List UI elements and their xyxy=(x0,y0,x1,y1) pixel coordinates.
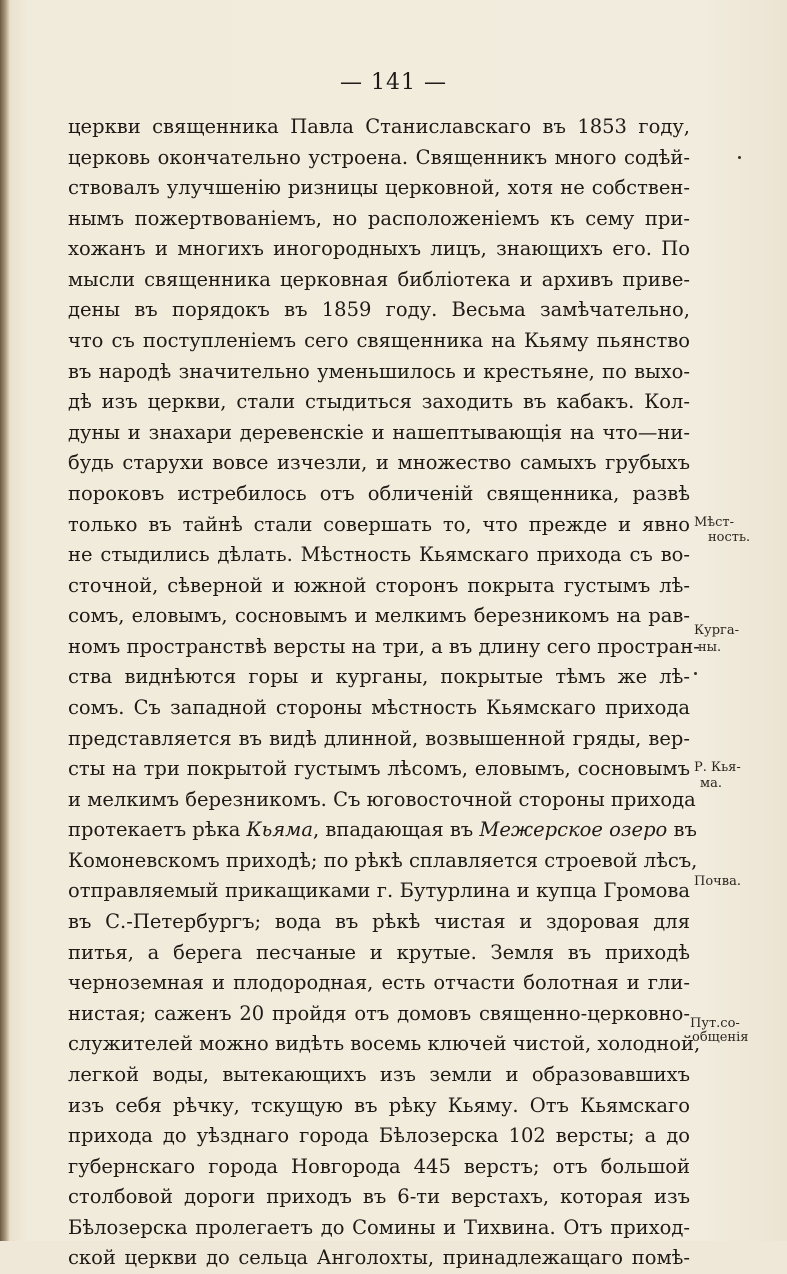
text-line: ской церкви до сельца Анголохты, принадлежащаго помѣ- xyxy=(68,1246,690,1270)
text-run: въ xyxy=(667,818,697,842)
text-line: представляется въ видѣ длинной, возвышенной гряды, вер- xyxy=(68,726,690,750)
river-name-italic: Кьяма xyxy=(246,818,313,842)
book-spine-shadow xyxy=(0,0,10,1241)
text-line: прихода до уѣзднаго города Бѣлозерска 102 версты; а до xyxy=(68,1124,690,1148)
text-line: только въ тайнѣ стали совершать то, что прежде и явно xyxy=(68,512,690,536)
text-line: будь старухи вовсе изчезли, и множество самыхъ грубыхъ xyxy=(68,451,690,475)
text-line-with-italics xyxy=(68,815,697,846)
lake-name-italic: Межерское озеро xyxy=(479,818,668,842)
margin-note-reka-2: ма. xyxy=(700,776,722,791)
margin-note-reka-1: Р. Кья- xyxy=(694,760,741,775)
paper-speck xyxy=(738,156,741,159)
text-line: мысли священника церковная библіотека и архивъ приве- xyxy=(68,267,690,291)
text-line: Комоневскомъ приходѣ; по рѣкѣ сплавляется строевой лѣсъ, xyxy=(68,848,698,872)
text-line: столбовой дороги приходъ въ 6-ти верстахъ, которая изъ xyxy=(68,1185,690,1209)
text-line: нымъ пожертвованіемъ, но расположеніемъ къ сему при- xyxy=(68,206,690,230)
margin-note-puti-2: общенія xyxy=(692,1030,749,1045)
text-line: Бѣлозерска пролегаетъ до Сомины и Тихвина. Отъ приход- xyxy=(68,1215,690,1239)
text-line: и мелкимъ березникомъ. Съ юговосточной стороны прихода xyxy=(68,787,696,811)
text-line: сты на три покрытой густымъ лѣсомъ, еловымъ, сосновымъ xyxy=(68,757,690,781)
text-line: ствовалъ улучшенію ризницы церковной, хотя не собствен- xyxy=(68,176,690,200)
margin-note-mestnost-2: ность. xyxy=(708,530,751,545)
text-run: , впадающая въ xyxy=(312,818,480,842)
text-line: дены въ порядокъ въ 1859 году. Весьма замѣчательно, xyxy=(68,298,690,322)
text-line: нистая; саженъ 20 пройдя отъ домовъ священно-церковно- xyxy=(68,1001,690,1025)
page-number: — 141 — xyxy=(340,70,447,95)
text-line: сомъ, еловымъ, сосновымъ и мелкимъ березникомъ на рав- xyxy=(68,604,690,628)
margin-note-puti-1: Пут.со- xyxy=(690,1016,740,1031)
text-line: не стыдились дѣлать. Мѣстность Кьямскаго прихода съ во- xyxy=(68,543,690,567)
paper-speck xyxy=(694,672,697,675)
text-line: служителей можно видѣть восемь ключей чистой, холодной, xyxy=(68,1032,701,1056)
text-line: въ народѣ значительно уменьшилось и крестьяне, по выхо- xyxy=(68,359,690,383)
margin-note-mestnost-1: Мѣст- xyxy=(694,515,735,530)
margin-note-pochva: Почва. xyxy=(694,874,741,889)
text-line: сточной, сѣверной и южной сторонъ покрыта густымъ лѣ- xyxy=(68,573,690,597)
text-line: что съ поступленіемъ сего священника на Кьяму пьянство xyxy=(68,329,690,353)
text-line: дуны и знахари деревенскіе и нашептывающія на что—ни- xyxy=(68,420,690,444)
text-line: питья, а берега песчаные и крутые. Земля въ приходѣ xyxy=(68,940,690,964)
text-line: церковь окончательно устроена. Священникъ много содѣй- xyxy=(68,145,690,169)
text-line: изъ себя рѣчку, тскущую въ рѣку Кьяму. Отъ Кьямскаго xyxy=(68,1093,690,1117)
text-line: отправляемый прикащиками г. Бутурлина и купца Громова xyxy=(68,879,690,903)
text-line: хожанъ и многихъ иногородныхъ лицъ, знающихъ его. По xyxy=(68,237,690,261)
margin-note-kurgany-2: ны. xyxy=(698,640,722,655)
text-line: пороковъ истребилось отъ обличеній священника, развѣ xyxy=(68,481,690,505)
text-line: церкви священника Павла Станиславскаго въ 1853 году, xyxy=(68,115,690,138)
text-line: губернскаго города Новгорода 445 верстъ; отъ большой xyxy=(68,1154,690,1178)
text-line: ства виднѣются горы и курганы, покрытые тѣмъ же лѣ- xyxy=(68,665,690,689)
text-line: легкой воды, вытекающихъ изъ земли и образовавшихъ xyxy=(68,1062,690,1086)
text-line: черноземная и плодородная, есть отчасти болотная и гли- xyxy=(68,971,690,995)
body-text xyxy=(68,112,701,1274)
margin-note-kurgany-1: Курга- xyxy=(694,623,739,638)
text-line: дѣ изъ церкви, стали стыдиться заходить въ кабакъ. Кол- xyxy=(68,390,690,414)
text-line: номъ пространствѣ версты на три, а въ длину сего простран- xyxy=(68,634,700,658)
text-run: протекаетъ рѣка xyxy=(68,818,247,842)
text-line: сомъ. Съ западной стороны мѣстность Кьямскаго прихода xyxy=(68,695,690,719)
text-line: въ С.-Петербургъ; вода въ рѣкѣ чистая и здоровая для xyxy=(68,910,690,934)
